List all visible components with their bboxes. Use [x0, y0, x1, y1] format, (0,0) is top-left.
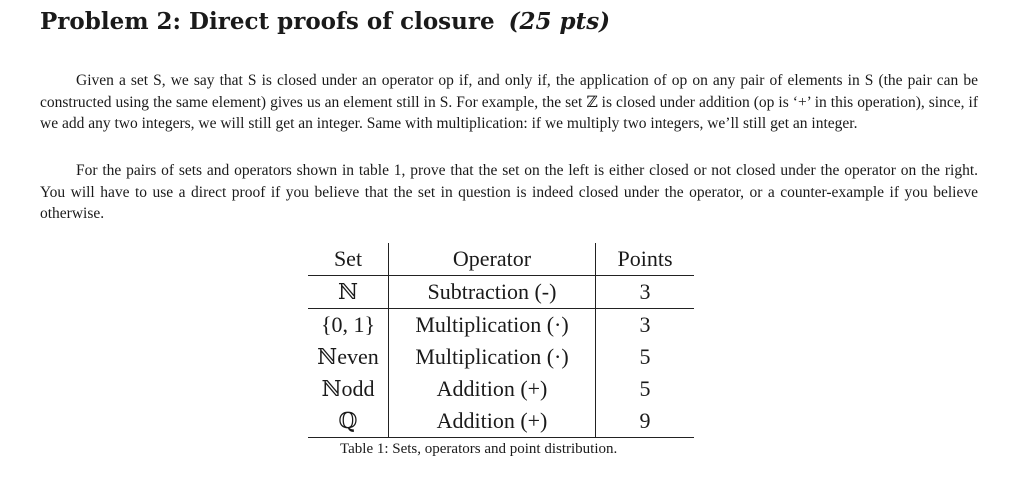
- problem-points: (25 pts): [508, 8, 611, 35]
- cell-operator: Addition (+): [389, 373, 596, 405]
- header-set: Set: [308, 243, 389, 276]
- table-row: [308, 341, 694, 373]
- cell-points: 5: [639, 376, 651, 401]
- table-row: [308, 405, 694, 438]
- table-row: [308, 309, 694, 342]
- instructions-paragraph: For the pairs of sets and operators shown in table 1, prove that the set on the left is either closed or not closed under the operator on the right. You will have to use a direct proof if you believe that the set in question is indeed closed under the operator, or a counter-example if you believe otherwise.: [40, 162, 978, 222]
- table-header-row: [308, 243, 694, 276]
- cell-points: 9: [596, 405, 695, 438]
- cell-set: ℕ: [308, 276, 389, 309]
- cell-set: ℚ: [308, 405, 389, 438]
- problem-title: Problem 2: Direct proofs of closure: [40, 8, 495, 35]
- table-row: [308, 276, 694, 309]
- sets-table: [308, 243, 694, 438]
- cell-points: 3: [639, 312, 651, 337]
- cell-operator: Subtraction (-): [389, 276, 596, 309]
- cell-points: 5: [639, 344, 651, 369]
- cell-operator: Addition (+): [389, 405, 596, 438]
- cell-points: 3: [596, 276, 695, 309]
- table-row: [308, 373, 694, 405]
- header-operator: Operator: [389, 243, 596, 276]
- cell-set: ℕodd: [308, 373, 389, 405]
- cell-operator: Multiplication (·): [389, 341, 596, 373]
- cell-set: {0, 1}: [308, 309, 389, 342]
- intro-paragraph: Given a set S, we say that S is closed under an operator op if, and only if, the application of op on any pair of elements in S (the pair can be constructed using the same element) gives us an element still in S. For example, the set ℤ is closed under addition (op is ‘+’ in this operation), since, if we add any two integers, we will still get an integer. Same with multiplication: if we multiply two integers, we’ll still get an integer.: [40, 72, 978, 132]
- header-points: Points: [596, 243, 695, 276]
- table-caption: Table 1: Sets, operators and point distribution.: [340, 441, 618, 457]
- cell-operator: Multiplication (·): [389, 309, 596, 342]
- cell-set: ℕeven: [308, 341, 389, 373]
- problem-heading: [40, 8, 610, 35]
